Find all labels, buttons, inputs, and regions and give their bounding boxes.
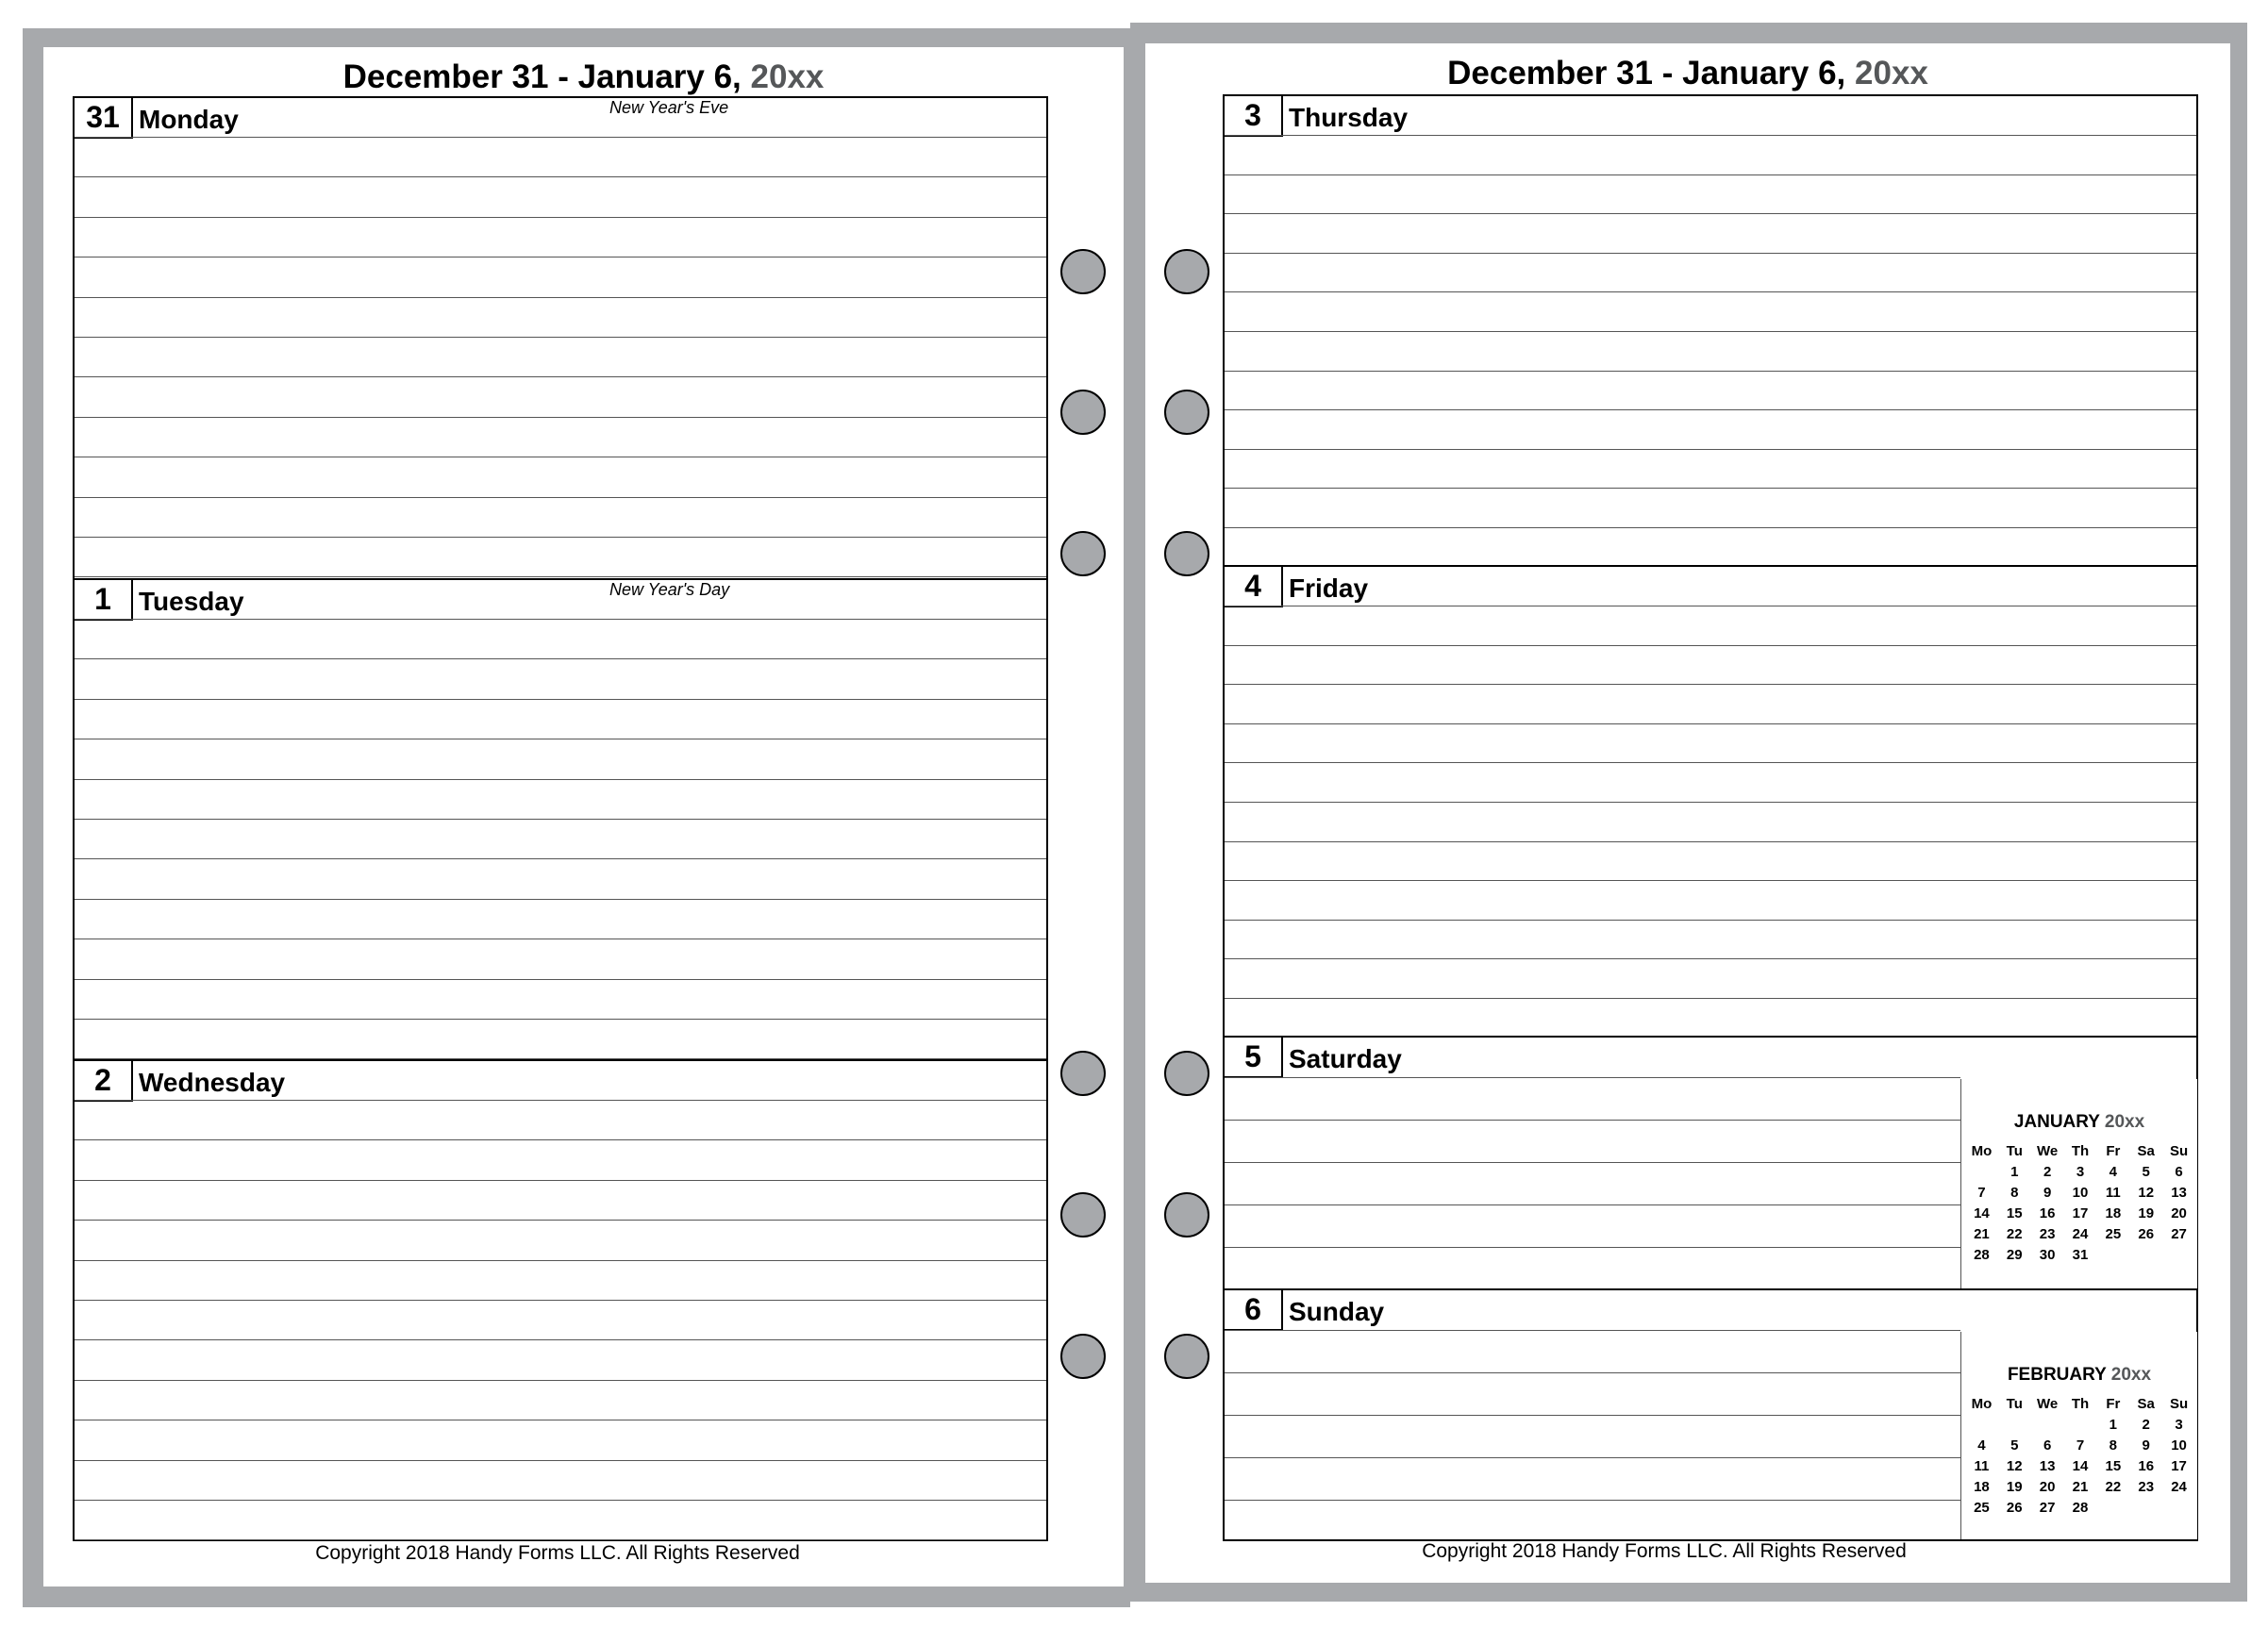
writing-line — [75, 699, 1046, 700]
weekday-header: Fr — [2106, 1143, 2121, 1159]
calendar-date — [2129, 1245, 2162, 1266]
writing-line — [75, 1180, 1046, 1181]
mini-calendar-title — [1961, 1112, 2197, 1133]
day-name: Wednesday — [139, 1068, 286, 1097]
binder-hole-icon — [1060, 1192, 1106, 1238]
calendar-date: 18 — [2105, 1205, 2122, 1221]
mini-calendar-grid — [1965, 1141, 2195, 1266]
writing-line — [75, 537, 1046, 538]
weekday-header: Su — [2169, 1396, 2189, 1412]
holiday-label: New Year's Day — [609, 580, 730, 599]
writing-line — [75, 337, 1046, 338]
left-planner-page — [43, 47, 1124, 1586]
day-number: 1 — [75, 580, 133, 621]
calendar-date: 14 — [2072, 1458, 2089, 1474]
writing-line — [75, 1019, 1046, 1020]
calendar-date — [2162, 1245, 2195, 1266]
calendar-date: 22 — [2006, 1226, 2023, 1242]
writing-line — [75, 297, 1046, 298]
calendar-date: 10 — [2171, 1437, 2187, 1454]
calendar-date: 24 — [2171, 1479, 2187, 1495]
calendar-date — [2031, 1415, 2064, 1436]
day-number: 31 — [75, 98, 133, 139]
calendar-date: 13 — [2039, 1458, 2056, 1474]
calendar-date: 6 — [2175, 1164, 2183, 1180]
writing-line — [1225, 880, 2196, 881]
binder-hole-icon — [1164, 531, 1209, 576]
calendar-date: 5 — [2010, 1437, 2019, 1454]
calendar-date — [2129, 1498, 2162, 1519]
calendar-date: 25 — [1974, 1500, 1990, 1516]
writing-line — [1225, 802, 2196, 803]
calendar-date: 7 — [2076, 1437, 2085, 1454]
writing-line — [1225, 958, 2196, 959]
calendar-date: 31 — [2072, 1247, 2089, 1263]
calendar-date: 23 — [2138, 1479, 2155, 1495]
day-number: 4 — [1225, 567, 1283, 607]
calendar-date: 20 — [2171, 1205, 2187, 1221]
writing-line — [75, 576, 1046, 577]
holiday-label: New Year's Eve — [609, 98, 729, 117]
copyright-notice: Copyright 2018 Handy Forms LLC. All Rights Reserved — [315, 1542, 800, 1564]
calendar-date: 20 — [2039, 1479, 2056, 1495]
weekday-header: Fr — [2106, 1396, 2121, 1412]
writing-line — [75, 658, 1046, 659]
calendar-date: 15 — [2105, 1458, 2122, 1474]
calendar-date: 17 — [2171, 1458, 2187, 1474]
mini-calendar-title — [1961, 1365, 2197, 1386]
mini-calendar-grid — [1965, 1394, 2195, 1519]
calendar-date: 24 — [2072, 1226, 2089, 1242]
calendar-date: 2 — [2142, 1417, 2150, 1433]
writing-line — [75, 1058, 1046, 1059]
day-name: Monday — [139, 105, 239, 134]
calendar-date: 7 — [1977, 1185, 1986, 1201]
right-planner-page — [1145, 43, 2230, 1583]
weekday-header: Tu — [2006, 1396, 2023, 1412]
writing-line — [1225, 723, 2196, 724]
calendar-date: 9 — [2043, 1185, 2052, 1201]
writing-line — [75, 1300, 1046, 1301]
writing-line — [75, 1220, 1046, 1221]
title-year: 20xx — [750, 58, 825, 95]
writing-line — [75, 1339, 1046, 1340]
writing-line — [75, 417, 1046, 418]
day-name: Sunday — [1289, 1297, 1385, 1326]
writing-line — [1225, 449, 2196, 450]
writing-line — [75, 376, 1046, 377]
calendar-date: 11 — [2105, 1185, 2121, 1201]
day-number: 6 — [1225, 1290, 1283, 1331]
calendar-date: 19 — [2138, 1205, 2155, 1221]
writing-line — [1225, 488, 2196, 489]
day-number: 2 — [75, 1061, 133, 1102]
calendar-date: 26 — [2006, 1500, 2023, 1516]
writing-line — [1225, 291, 2196, 292]
page-title — [1145, 55, 2230, 92]
writing-line — [75, 819, 1046, 820]
calendar-date: 29 — [2006, 1247, 2023, 1263]
calendar-date: 16 — [2039, 1205, 2056, 1221]
writing-line — [1225, 1204, 1960, 1205]
day-name: Friday — [1289, 573, 1369, 603]
calendar-date — [2096, 1245, 2129, 1266]
writing-line — [1225, 841, 2196, 842]
writing-line — [1225, 331, 2196, 332]
calendar-date: 28 — [1974, 1247, 1990, 1263]
writing-line — [1225, 135, 2196, 136]
calendar-date: 1 — [2109, 1417, 2118, 1433]
left-day-grid — [73, 96, 1048, 1541]
title-date-range: December 31 - January 6, — [1447, 55, 1846, 91]
calendar-date: 30 — [2039, 1247, 2056, 1263]
writing-line — [1225, 645, 2196, 646]
calendar-date: 27 — [2171, 1226, 2187, 1242]
calendar-date: 5 — [2142, 1164, 2150, 1180]
calendar-date: 26 — [2138, 1226, 2155, 1242]
writing-line — [75, 1100, 1046, 1101]
binder-hole-icon — [1164, 1051, 1209, 1096]
calendar-date: 21 — [2072, 1479, 2089, 1495]
day-separator — [1225, 565, 2196, 567]
writing-line — [1225, 684, 2196, 685]
weekday-header: Tu — [2006, 1143, 2023, 1159]
weekday-header: Su — [2169, 1143, 2189, 1159]
writing-line — [75, 217, 1046, 218]
writing-line — [1225, 920, 2196, 921]
calendar-date: 19 — [2006, 1479, 2023, 1495]
title-year: 20xx — [1855, 55, 1928, 91]
calendar-date: 13 — [2171, 1185, 2187, 1201]
binder-hole-icon — [1060, 249, 1106, 294]
calendar-date: 4 — [1977, 1437, 1986, 1454]
weekday-header: Sa — [2137, 1143, 2155, 1159]
mini-calendar-year: 20xx — [2110, 1365, 2152, 1385]
writing-line — [1225, 998, 2196, 999]
title-date-range: December 31 - January 6, — [342, 58, 742, 95]
weekday-header: Th — [2071, 1396, 2090, 1412]
day-number: 3 — [1225, 96, 1283, 137]
calendar-date: 11 — [1974, 1458, 1990, 1474]
writing-line — [75, 137, 1046, 138]
writing-line — [1225, 253, 2196, 254]
calendar-date: 22 — [2105, 1479, 2122, 1495]
writing-line — [75, 899, 1046, 900]
calendar-date: 23 — [2039, 1226, 2056, 1242]
writing-line — [75, 779, 1046, 780]
writing-line — [75, 1139, 1046, 1140]
writing-line — [1225, 762, 2196, 763]
calendar-date — [1965, 1415, 1998, 1436]
calendar-date: 17 — [2072, 1205, 2089, 1221]
calendar-date: 21 — [1974, 1226, 1990, 1242]
calendar-date: 10 — [2072, 1185, 2089, 1201]
writing-line — [75, 619, 1046, 620]
writing-line — [1225, 1372, 1960, 1373]
calendar-date: 8 — [2010, 1185, 2019, 1201]
mini-calendar-february — [1960, 1332, 2197, 1539]
day-number: 5 — [1225, 1038, 1283, 1078]
writing-line — [1225, 1162, 1960, 1163]
calendar-date — [2096, 1498, 2129, 1519]
binder-hole-icon — [1060, 531, 1106, 576]
right-day-grid — [1223, 94, 2198, 1541]
page-title — [43, 58, 1124, 96]
calendar-date: 15 — [2006, 1205, 2023, 1221]
weekday-header: Sa — [2137, 1396, 2155, 1412]
weekday-header: We — [2037, 1143, 2059, 1159]
mini-calendar-month: FEBRUARY — [2007, 1365, 2107, 1385]
calendar-date — [2064, 1415, 2097, 1436]
calendar-date: 18 — [1974, 1479, 1990, 1495]
writing-line — [75, 497, 1046, 498]
binder-hole-icon — [1164, 1192, 1209, 1238]
calendar-date: 4 — [2109, 1164, 2118, 1180]
calendar-date — [2162, 1498, 2195, 1519]
day-name: Thursday — [1289, 103, 1409, 132]
calendar-date: 14 — [1974, 1205, 1990, 1221]
binder-hole-icon — [1164, 390, 1209, 435]
mini-calendar-january — [1960, 1079, 2197, 1288]
binder-hole-icon — [1060, 390, 1106, 435]
writing-line — [75, 979, 1046, 980]
day-separator — [1225, 1288, 2196, 1290]
calendar-date: 3 — [2175, 1417, 2183, 1433]
writing-line — [1225, 1120, 1960, 1121]
calendar-date: 12 — [2138, 1185, 2155, 1201]
writing-line — [1225, 409, 2196, 410]
writing-line — [1225, 174, 2196, 175]
day-name: Tuesday — [139, 587, 244, 616]
writing-line — [1225, 1415, 1960, 1416]
binder-hole-icon — [1060, 1334, 1106, 1379]
calendar-date: 16 — [2138, 1458, 2155, 1474]
calendar-date: 25 — [2105, 1226, 2122, 1242]
writing-line — [1225, 1500, 1960, 1501]
writing-line — [1225, 527, 2196, 528]
writing-line — [1225, 1247, 1960, 1248]
calendar-date — [1998, 1415, 2031, 1436]
calendar-date: 6 — [2043, 1437, 2052, 1454]
weekday-header: We — [2037, 1396, 2059, 1412]
writing-line — [75, 1500, 1046, 1501]
day-separator — [1225, 1036, 2196, 1038]
binder-hole-icon — [1164, 249, 1209, 294]
writing-line — [1225, 213, 2196, 214]
calendar-date: 28 — [2072, 1500, 2089, 1516]
weekday-header: Mo — [1971, 1396, 1993, 1412]
writing-line — [75, 1460, 1046, 1461]
mini-calendar-year: 20xx — [2104, 1112, 2145, 1132]
binder-hole-icon — [1060, 1051, 1106, 1096]
calendar-date: 3 — [2076, 1164, 2085, 1180]
day-name: Saturday — [1289, 1044, 1402, 1073]
writing-line — [75, 858, 1046, 859]
mini-calendar-month: JANUARY — [2013, 1112, 2100, 1132]
writing-line — [75, 176, 1046, 177]
day-separator — [75, 578, 1046, 580]
calendar-date: 12 — [2006, 1458, 2023, 1474]
writing-line — [1225, 1457, 1960, 1458]
copyright-notice: Copyright 2018 Handy Forms LLC. All Rights Reserved — [1422, 1540, 1907, 1562]
writing-line — [75, 1380, 1046, 1381]
writing-line — [1225, 1330, 1960, 1331]
weekday-header: Th — [2071, 1143, 2090, 1159]
calendar-date: 27 — [2039, 1500, 2056, 1516]
calendar-date — [1965, 1162, 1998, 1183]
calendar-date: 2 — [2043, 1164, 2052, 1180]
weekday-header: Mo — [1971, 1143, 1993, 1159]
calendar-date: 9 — [2142, 1437, 2150, 1454]
writing-line — [1225, 1077, 1960, 1078]
calendar-date: 8 — [2109, 1437, 2118, 1454]
binder-hole-icon — [1164, 1334, 1209, 1379]
calendar-date: 1 — [2010, 1164, 2019, 1180]
writing-line — [75, 1260, 1046, 1261]
writing-line — [1225, 371, 2196, 372]
